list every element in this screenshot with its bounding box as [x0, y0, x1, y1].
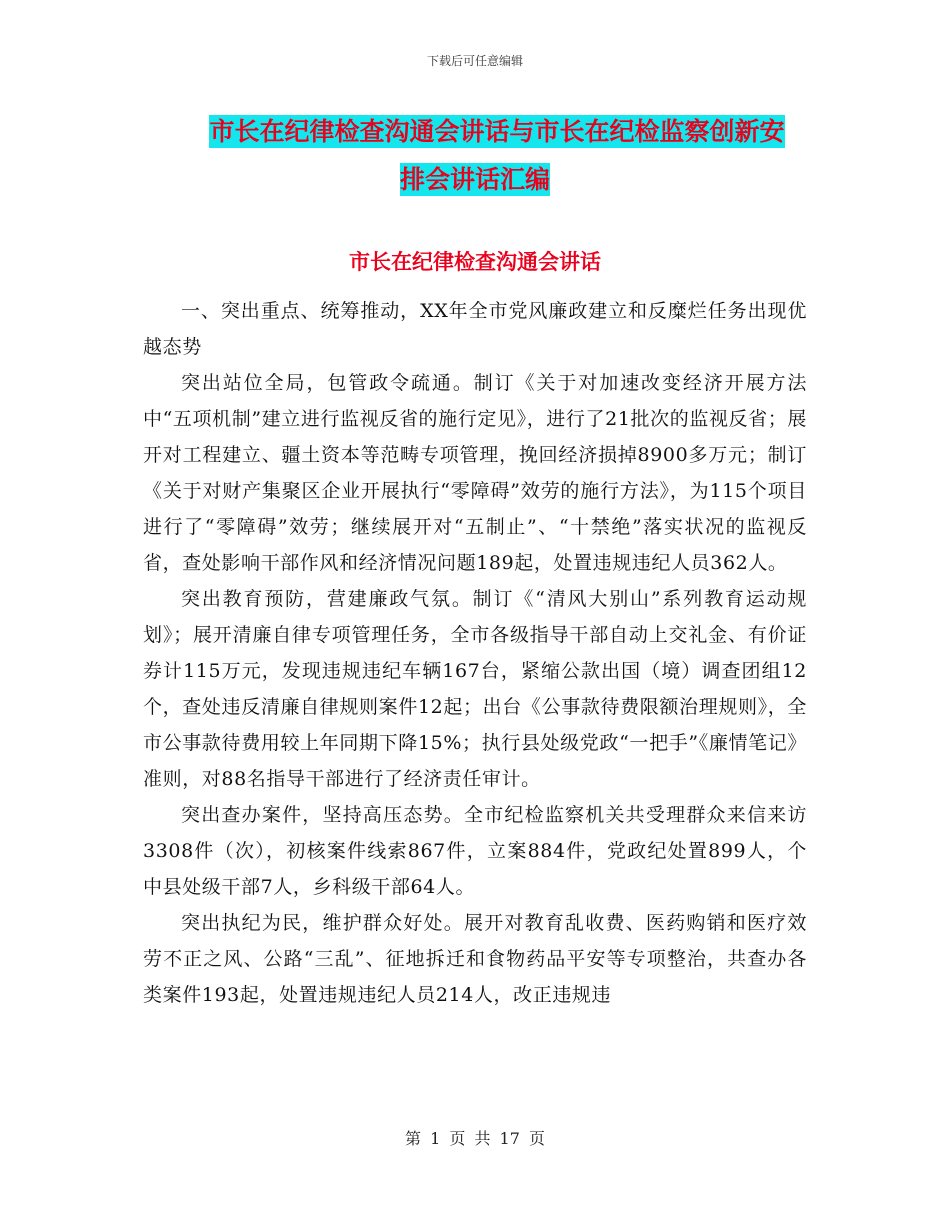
paragraph: 突出站位全局，包管政令疏通。制订《关于对加速改变经济开展方法中“五项机制”建立进行监视反省的施行定见》，进行了21批次的监视反省；展开对工程建立、疆土资本等范畴专项管理，挽回经济损掉8900多万元；制订《关于对财产集聚区企业开展执行“零障碍”效劳的施行方法》，为115个项目进行了“零障碍”效劳；继续展开对“五制止”、“十禁绝”落实状况的监视反省，查处影响干部作风和经济情况问题189起，处置违规违纪人员362人。 — [143, 372, 807, 574]
document-body — [143, 293, 807, 1013]
page-number-footer: 第 1 页 共 17 页 — [405, 1129, 545, 1148]
paragraph: 突出执纪为民，维护群众好处。展开对教育乱收费、医药购销和医疗效劳不正之风、公路“三乱”、征地拆迁和食物药品平安等专项整治，共查办各类案件193起，处置违规违纪人员214人，改正违规违 — [143, 912, 807, 1006]
page-header-note: 下载后可任意编辑 — [426, 54, 523, 68]
document-title — [0, 108, 950, 204]
paragraph: 一、突出重点、统筹推动，XX年全市党风廉政建立和反糜烂任务出现优越态势 — [143, 300, 807, 358]
paragraph: 突出查办案件，坚持高压态势。全市纪检监察机关共受理群众来信来访3308件（次），初核案件线索867件，立案884件，党政纪处置899人，个中县处级干部7人，乡科级干部64人。 — [143, 804, 807, 898]
document-title-line-1: 市长在纪律检查沟通会讲话与市长在纪检监察创新安 — [209, 117, 785, 146]
document-title-line-2: 排会讲话汇编 — [399, 165, 550, 194]
section-title: 市长在纪律检查沟通会讲话 — [349, 250, 601, 274]
paragraph: 突出教育预防，营建廉政气氛。制订《“清风大别山”系列教育运动规划》；展开清廉自律专项管理任务，全市各级指导干部自动上交礼金、有价证券计115万元，发现违规违纪车辆167台，紧缩公款出国（境）调查团组12个，查处违反清廉自律规则案件12起；出台《公事款待费限额治理规则》，全市公事款待费用较上年同期下降15%；执行县处级党政“一把手”《廉情笔记》准则，对88名指导干部进行了经济责任审计。 — [143, 588, 807, 790]
